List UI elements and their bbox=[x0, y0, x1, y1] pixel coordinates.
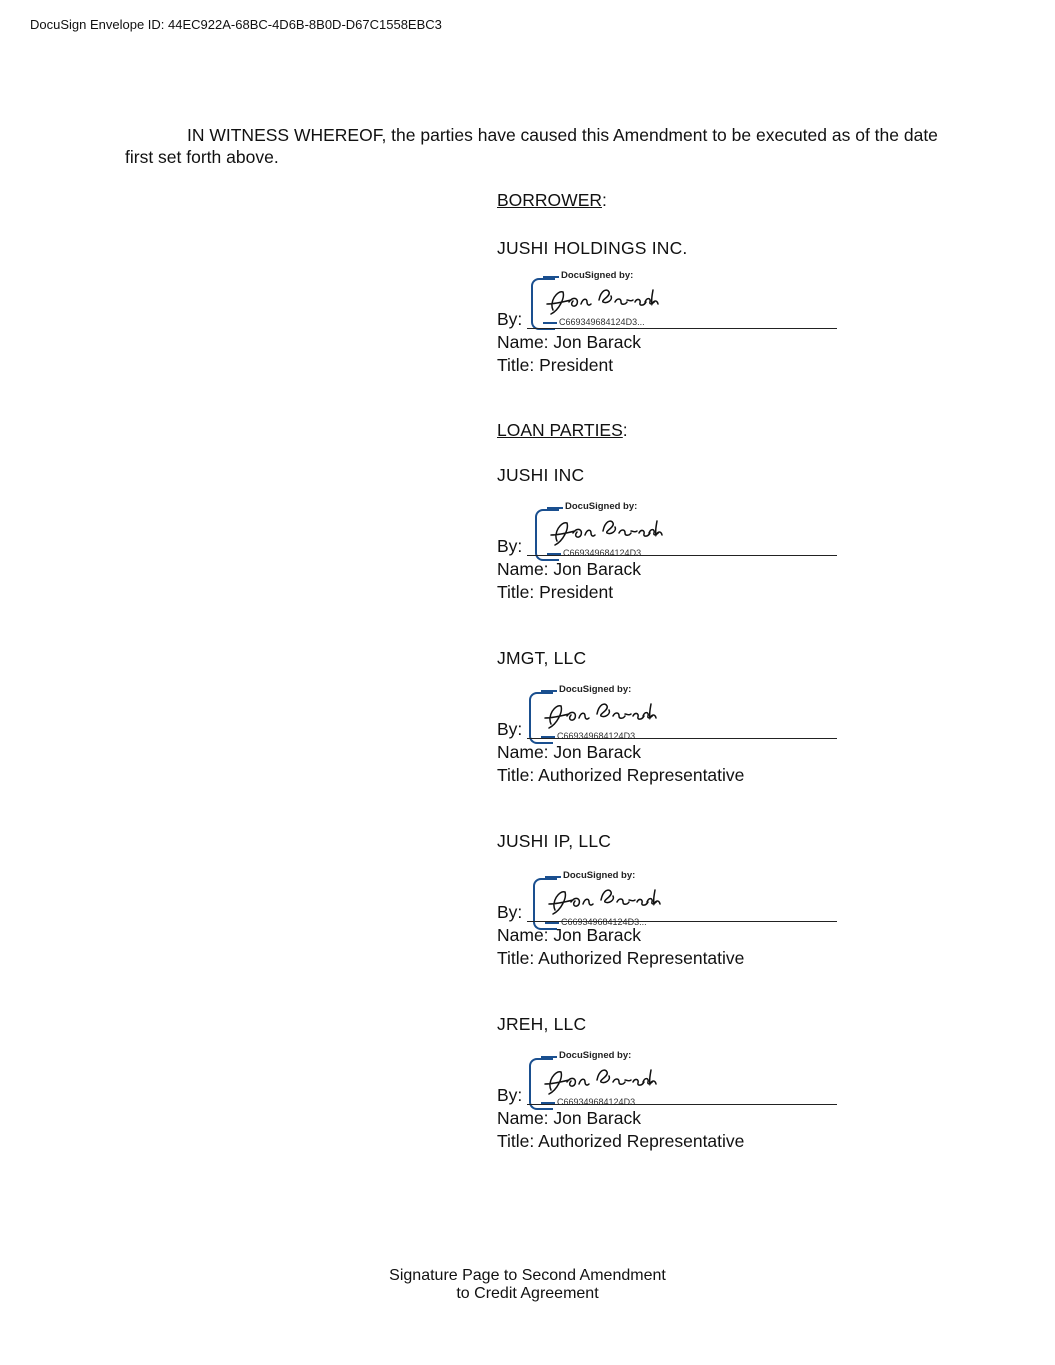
envelope-id: DocuSign Envelope ID: 44EC922A-68BC-4D6B-8B0D-D67C1558EBC3 bbox=[30, 17, 442, 32]
signer-code: C669349684124D3... bbox=[557, 731, 643, 741]
signer-title: Title: Authorized Representative bbox=[497, 948, 745, 968]
signature-line bbox=[497, 533, 837, 557]
signer-title: Title: Authorized Representative bbox=[497, 1131, 745, 1151]
signer-title: Title: President bbox=[497, 582, 614, 602]
signer-title: Title: Authorized Representative bbox=[497, 765, 745, 785]
signer-code: C669349684124D3... bbox=[563, 548, 649, 558]
signer-code: C669349684124D3... bbox=[557, 1097, 643, 1107]
docusigned-label: DocuSigned by: bbox=[565, 501, 638, 512]
signature-rule bbox=[527, 328, 837, 329]
signer-code: C669349684124D3... bbox=[559, 317, 645, 327]
footer-line-2: to Credit Agreement bbox=[456, 1285, 599, 1302]
docusigned-label: DocuSigned by: bbox=[559, 684, 632, 695]
signer-name: Name: Jon Barack bbox=[497, 332, 641, 352]
signer-name: Name: Jon Barack bbox=[497, 559, 641, 579]
witness-paragraph bbox=[125, 124, 940, 168]
borrower-heading: BORROWER bbox=[497, 190, 602, 210]
company-name: JUSHI INC bbox=[497, 465, 585, 485]
borrower-heading-row bbox=[497, 190, 607, 211]
witness-text: IN WITNESS WHEREOF, the parties have caused this Amendment to be executed as of the date first set forth above. bbox=[125, 125, 938, 167]
signer-name: Name: Jon Barack bbox=[497, 1108, 641, 1128]
signature-line bbox=[497, 1082, 837, 1106]
signature-rule bbox=[527, 1104, 837, 1105]
signer-title: Title: President bbox=[497, 355, 614, 375]
colon: : bbox=[602, 190, 607, 210]
colon: : bbox=[622, 420, 628, 440]
page-footer bbox=[0, 1267, 1055, 1303]
by-label: By: bbox=[497, 1085, 523, 1105]
signature-line bbox=[497, 899, 837, 923]
docusigned-label: DocuSigned by: bbox=[561, 270, 634, 281]
company-name: JUSHI HOLDINGS INC. bbox=[497, 238, 688, 258]
signature-line bbox=[497, 306, 837, 330]
signature-rule bbox=[527, 738, 837, 739]
signature-rule bbox=[527, 555, 837, 556]
signature-rule bbox=[527, 921, 837, 922]
loan-parties-heading-row bbox=[497, 420, 628, 441]
by-label: By: bbox=[497, 902, 523, 922]
loan-parties-heading: LOAN PARTIES bbox=[497, 420, 623, 440]
signer-code: C669349684124D3... bbox=[561, 917, 647, 927]
company-name: JUSHI IP, LLC bbox=[497, 831, 612, 851]
company-name: JMGT, LLC bbox=[497, 648, 587, 668]
signer-name: Name: Jon Barack bbox=[497, 742, 641, 762]
footer-line-1: Signature Page to Second Amendment bbox=[389, 1267, 666, 1284]
by-label: By: bbox=[497, 536, 523, 556]
docusigned-label: DocuSigned by: bbox=[563, 870, 636, 881]
by-label: By: bbox=[497, 309, 523, 329]
signature-line bbox=[497, 716, 837, 740]
signer-name: Name: Jon Barack bbox=[497, 925, 641, 945]
docusigned-label: DocuSigned by: bbox=[559, 1050, 632, 1061]
by-label: By: bbox=[497, 719, 523, 739]
company-name: JREH, LLC bbox=[497, 1014, 587, 1034]
